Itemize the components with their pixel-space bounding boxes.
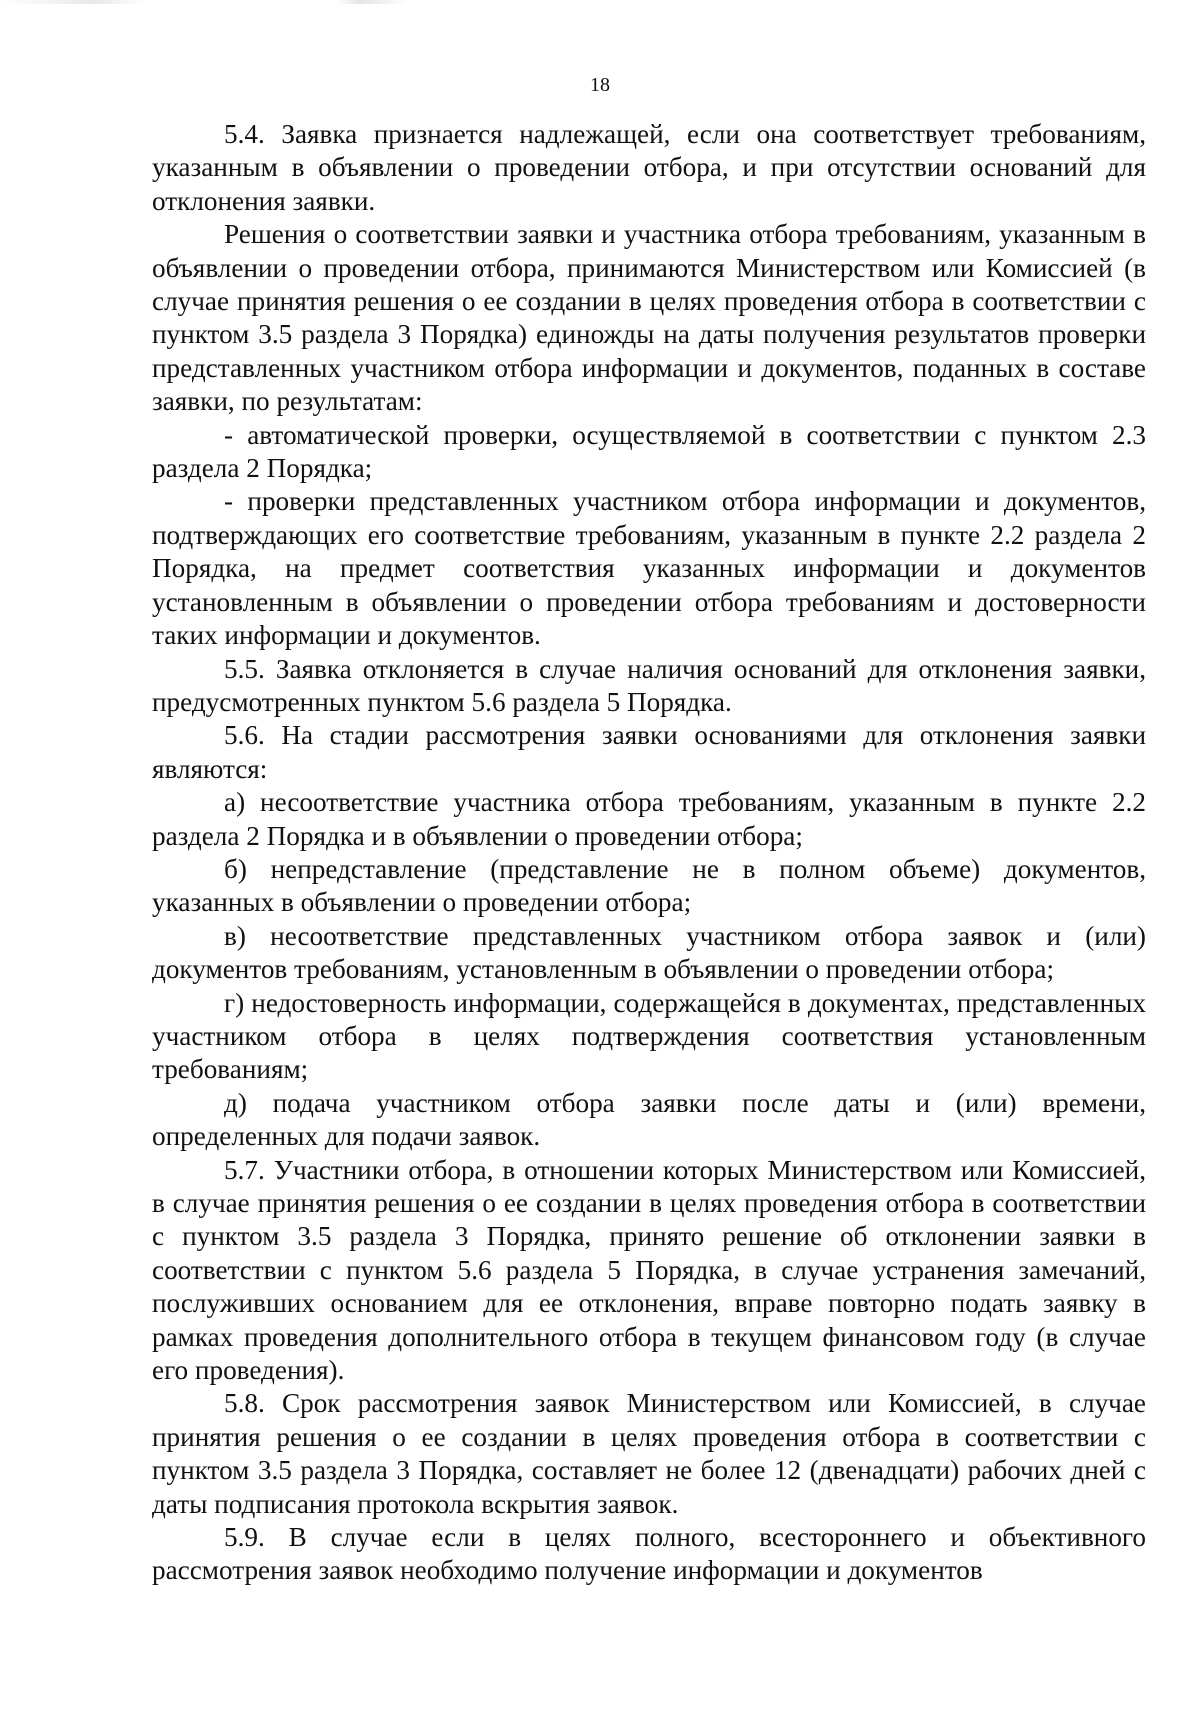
paragraph-5-5: 5.5. Заявка отклоняется в случае наличия оснований для отклонения заявки, предусмотренных пунктом 5.6 раздела 5 Порядка.	[152, 653, 1146, 717]
paragraph-5-6: 5.6. На стадии рассмотрения заявки основаниями для отклонения заявки являются:	[152, 720, 1146, 784]
document-body	[152, 118, 1146, 1588]
paragraph-5-4: 5.4. Заявка признается надлежащей, если она соответствует требованиям, указанным в объявлении о проведении отбора, и при отсутствии оснований для отклонения заявки.	[152, 119, 1146, 216]
list-item-b: б) непредставление (представление не в полном объеме) документов, указанных в объявлении о проведении отбора;	[152, 853, 1146, 918]
paragraph-5-8: 5.8. Срок рассмотрения заявок Министерством или Комиссией, в случае принятия решения о ее создании в целях проведения отбора в соответствии с пунктом 3.5 раздела 3 Порядка, составляет не более 12 (двенадцати) рабочих дней с даты подписания протокола вскрытия заявок.	[152, 1388, 1146, 1519]
list-item-a: а) несоответствие участника отбора требованиям, указанным в пункте 2.2 раздела 2 Порядка и в объявлении о проведении отбора;	[152, 787, 1146, 851]
list-item-automatic-check: - автоматической проверки, осуществляемой в соответствии с пунктом 2.3 раздела 2 Порядка;	[152, 419, 1146, 484]
paragraph-5-7: 5.7. Участники отбора, в отношении которых Министерством или Комиссией, в случае принятия решения о ее создании в целях проведения отбора в соответствии с пунктом 3.5 раздела 3 Порядка, принято решение об отклонении заявки в соответствии с пунктом 5.6 раздела 5 Порядка, в случае устранения замечаний, послуживших основанием для ее отклонения, вправе повторно подать заявку в рамках проведения дополнительного отбора в текущем финансовом году (в случае его проведения).	[152, 1154, 1146, 1386]
list-item-g: г) недостоверность информации, содержащейся в документах, представленных участником отбора в целях подтверждения соответствия установленным требованиям;	[152, 987, 1146, 1085]
page-number: 18	[590, 74, 610, 96]
list-item-v: в) несоответствие представленных участником отбора заявок и (или) документов требованиям, установленным в объявлении о проведении отбора;	[152, 920, 1146, 985]
list-item-document-check: - проверки представленных участником отбора информации и документов, подтверждающих его соответствие требованиям, указанным в пункте 2.2 раздела 2 Порядка, на предмет соответствия указанных информации и документов установленным в объявлении о проведении отбора требованиям и достоверности таких информации и документов.	[152, 486, 1146, 651]
list-item-d: д) подача участником отбора заявки после даты и (или) времени, определенных для подачи заявок.	[152, 1087, 1146, 1152]
paragraph-decisions: Решения о соответствии заявки и участника отбора требованиям, указанным в объявлении о проведении отбора, принимаются Министерством или Комиссией (в случае принятия решения о ее создании в целях проведения отбора в соответствии с пунктом 3.5 раздела 3 Порядка) единожды на даты получения результатов проверки представленных участником отбора информации и документов, поданных в составе заявки, по результатам:	[152, 219, 1146, 417]
scan-top-edge	[0, 0, 1200, 4]
paragraph-5-9: 5.9. В случае если в целях полного, всестороннего и объективного рассмотрения заявок необходимо получение информации и документов	[152, 1522, 1146, 1586]
